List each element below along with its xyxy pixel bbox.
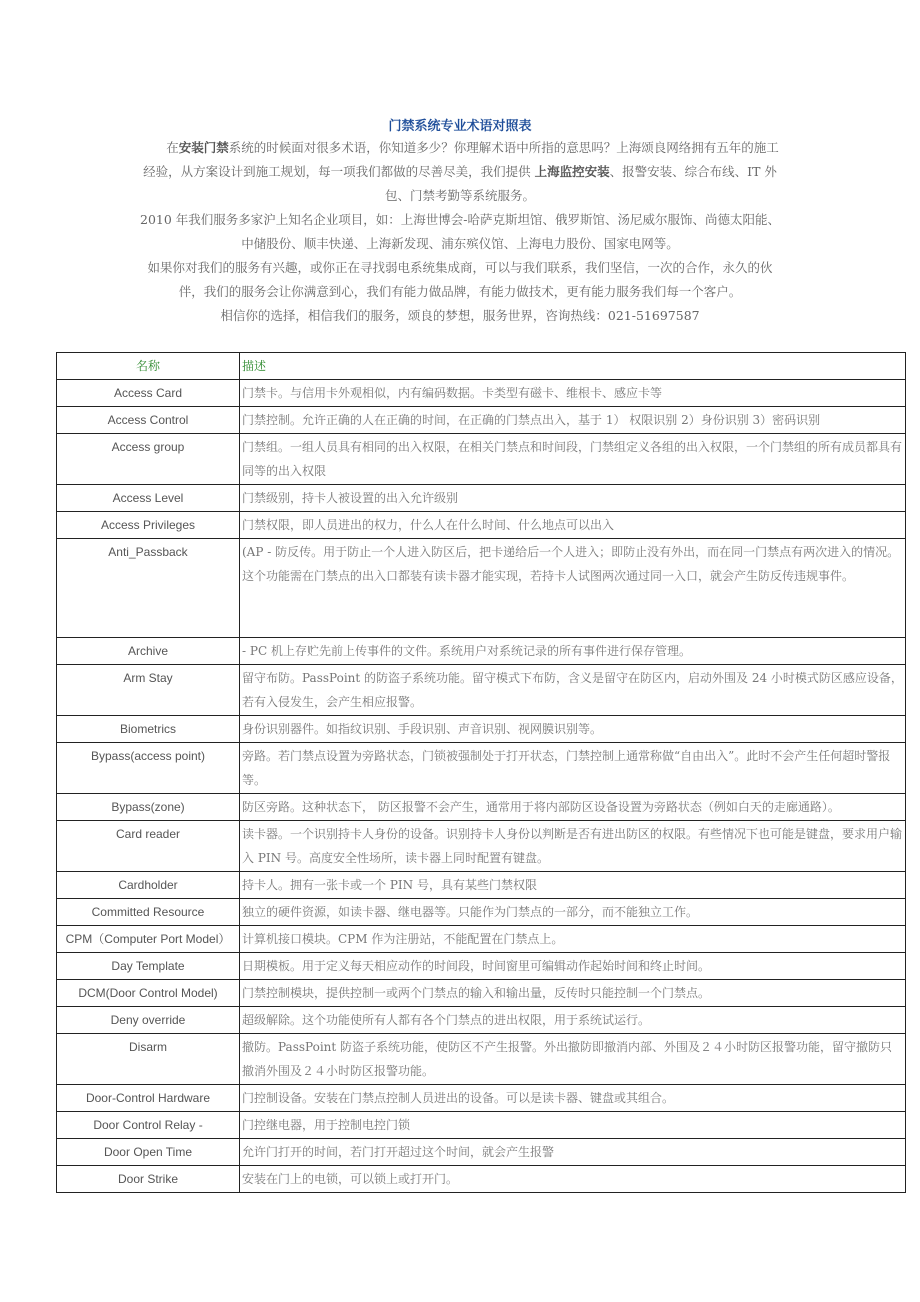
term-name: Biometrics [57,716,240,743]
page-title: 门禁系统专业术语对照表 [388,119,532,134]
term-name: Deny override [57,1007,240,1034]
table-row [57,926,906,953]
intro-paragraph-4: 相信你的选择，相信我们的服务，颂良的梦想，服务世界，咨询热线：021-51697587 [220,308,700,323]
table-row [57,434,906,485]
table-row [57,872,906,899]
term-name: Access Control [57,407,240,434]
term-name: Bypass(zone) [57,794,240,821]
table-row [57,1007,906,1034]
header-name: 名称 [57,353,240,380]
table-row [57,665,906,716]
term-description: 持卡人。拥有一张卡或一个 PIN 号，具有某些门禁权限 [240,872,906,899]
table-row [57,539,906,638]
table-row [57,743,906,794]
term-name: Access Level [57,485,240,512]
term-name: Access group [57,434,240,485]
term-description: 撤防。PassPoint 防盗子系统功能，使防区不产生报警。外出撤防即撤消内部、外围及２４小时防区报警功能，留守撤防只撤消外围及２４小时防区报警功能。 [240,1034,906,1085]
term-description: 计算机接口模块。CPM 作为注册站，不能配置在门禁点上。 [240,926,906,953]
term-description: 安装在门上的电锁，可以锁上或打开门。 [240,1166,906,1193]
term-description: 门禁控制模块，提供控制一或两个门禁点的输入和输出量，反传时只能控制一个门禁点。 [240,980,906,1007]
intro-p1-e: 、报警安装、综合布线、IT 外包、门禁考勤等系统服务。 [384,164,777,203]
term-name: Door Control Relay - [57,1112,240,1139]
table-row [57,380,906,407]
term-description: 旁路。若门禁点设置为旁路状态，门锁被强制处于打开状态，门禁控制上通常称做“自由出入”。此时不会产生任何超时警报等。 [240,743,906,794]
term-name: DCM(Door Control Model) [57,980,240,1007]
term-description: 身份识别器件。如指纹识别、手段识别、声音识别、视网膜识别等。 [240,716,906,743]
terms-table [56,352,906,1193]
table-row [57,1034,906,1085]
term-description: 门禁组。一组人员具有相同的出入权限，在相关门禁点和时间段，门禁组定义各组的出入权限，一个门禁组的所有成员都具有同等的出入权限 [240,434,906,485]
intro-p1-a: 在 [166,140,179,155]
term-name: Access Privileges [57,512,240,539]
term-description: 日期模板。用于定义每天相应动作的时间段，时间窗里可编辑动作起始时间和终止时间。 [240,953,906,980]
table-row [57,899,906,926]
term-description: 允许门打开的时间，若门打开超过这个时间，就会产生报警 [240,1139,906,1166]
table-row [57,485,906,512]
table-row [57,1166,906,1193]
term-name: Disarm [57,1034,240,1085]
term-name: Day Template [57,953,240,980]
term-name: Card reader [57,821,240,872]
term-description: - PC 机上存贮先前上传事件的文件。系统用户对系统记录的所有事件进行保存管理。 [240,638,906,665]
term-name: Cardholder [57,872,240,899]
term-description: 门控制设备。安装在门禁点控制人员进出的设备。可以是读卡器、键盘或其组合。 [240,1085,906,1112]
term-name: Door-Control Hardware [57,1085,240,1112]
term-name: Archive [57,638,240,665]
term-name: Bypass(access point) [57,743,240,794]
header-desc: 描述 [240,353,906,380]
table-row [57,1085,906,1112]
table-row [57,1139,906,1166]
table-row [57,716,906,743]
table-row [57,953,906,980]
term-description: 门禁级别，持卡人被设置的出入允许级别 [240,485,906,512]
intro-section [140,136,780,328]
table-row [57,638,906,665]
term-name: Committed Resource [57,899,240,926]
term-name: Anti_Passback [57,539,240,638]
table-row [57,794,906,821]
term-description: 门禁权限，即人员进出的权力，什么人在什么时间、什么地点可以出入 [240,512,906,539]
term-description: 留守布防。PassPoint 的防盗子系统功能。留守模式下布防，含义是留守在防区内，启动外围及 24 小时模式防区感应设备，若有入侵发生，会产生相应报警。 [240,665,906,716]
table-row [57,407,906,434]
term-description: 门禁控制。允许正确的人在正确的时间，在正确的门禁点出入，基于 1） 权限识别 2）身份识别 3）密码识别 [240,407,906,434]
table-row [57,980,906,1007]
term-description: 门控继电器，用于控制电控门锁 [240,1112,906,1139]
intro-paragraph-1 [140,136,780,208]
term-description: (AP - 防反传。用于防止一个人进入防区后，把卡递给后一个人进入；即防止没有外出，而在同一门禁点有两次进入的情况。这个功能需在门禁点的出入口都装有读卡器才能实现，若持卡人试图两次通过同一入口，就会产生防反传违规事件。 [240,539,906,638]
intro-link-install-access[interactable]: 安装门禁 [178,140,229,155]
term-name: Door Open Time [57,1139,240,1166]
table-row [57,512,906,539]
term-description: 读卡器。一个识别持卡人身份的设备。识别持卡人身份以判断是否有进出防区的权限。有些情况下也可能是键盘，要求用户输入 PIN 号。高度安全性场所，读卡器上同时配置有键盘。 [240,821,906,872]
term-description: 门禁卡。与信用卡外观相似，内有编码数据。卡类型有磁卡、维根卡、感应卡等 [240,380,906,407]
intro-paragraph-2: 2010 年我们服务多家沪上知名企业项目，如：上海世博会-哈萨克斯坦馆、俄罗斯馆、汤尼威尔服饰、尚德太阳能、中储股份、顺丰快递、上海新发现、浦东殡仪馆、上海电力股份、国家电网等。 [140,212,781,251]
table-row [57,821,906,872]
term-description: 独立的硬件资源，如读卡器、继电器等。只能作为门禁点的一部分，而不能独立工作。 [240,899,906,926]
term-name: Access Card [57,380,240,407]
term-name: Arm Stay [57,665,240,716]
term-name: CPM（Computer Port Model） [57,926,240,953]
term-description: 防区旁路。这种状态下， 防区报警不会产生，通常用于将内部防区设备设置为旁路状态（例如白天的走廊通路）。 [240,794,906,821]
table-row [57,1112,906,1139]
table-header-row [57,353,906,380]
term-description: 超级解除。这个功能使所有人都有各个门禁点的进出权限，用于系统试运行。 [240,1007,906,1034]
intro-paragraph-3: 如果你对我们的服务有兴趣，或你正在寻找弱电系统集成商，可以与我们联系，我们坚信，一次的合作，永久的伙伴，我们的服务会让你满意到心，我们有能力做品牌，有能力做技术，更有能力服务我们每一个客户。 [147,260,773,299]
term-name: Door Strike [57,1166,240,1193]
intro-link-monitor-install[interactable]: 上海监控安装 [534,164,610,179]
intro-p1-c: 系统的时候面对很多术语，你知道多少？你理解术语中所指的意思吗？上海颂良网络拥有五年的施工经验，从方案设计到施工规划，每一项我们都做的尽善尽美，我们提供 [143,140,779,179]
